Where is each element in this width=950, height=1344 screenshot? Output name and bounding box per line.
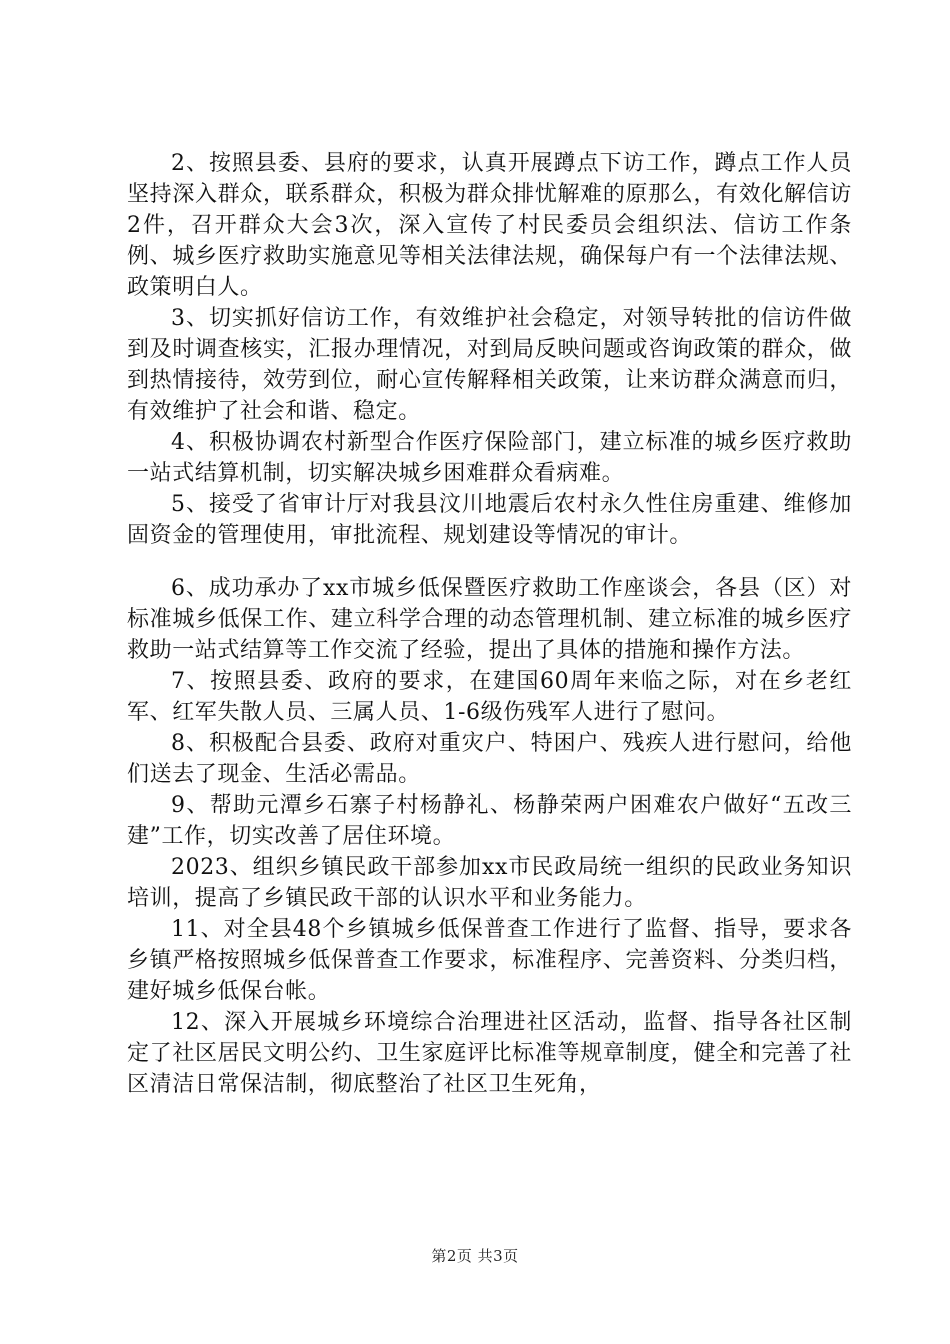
paragraph-item-10: 2023、组织乡镇民政干部参加xx市民政局统一组织的民政业务知识培训，提高了乡镇民政干部的认识水平和业务能力。 — [127, 855, 852, 911]
paragraph-item-11: 11、对全县48个乡镇城乡低保普查工作进行了监督、指导，要求各乡镇严格按照城乡低保普查工作要求，标准程序、完善资料、分类归档，建好城乡低保台帐。 — [127, 917, 852, 1004]
paragraph-item-3: 3、切实抓好信访工作，有效维护社会稳定，对领导转批的信访件做到及时调查核实，汇报办理情况，对到局反映问题或咨询政策的群众，做到热情接待，效劳到位，耐心宣传解释相关政策，让来访群众满意而归，有效维护了社会和谐、稳定。 — [127, 306, 852, 424]
paragraph-item-9: 9、帮助元潭乡石寨子村杨静礼、杨静荣两户困难农户做好“五改三建”工作，切实改善了居住环境。 — [127, 793, 852, 849]
paragraph-item-2: 2、按照县委、县府的要求，认真开展蹲点下访工作，蹲点工作人员坚持深入群众，联系群众，积极为群众排忧解难的原那么，有效化解信访2件，召开群众大会3次，深入宣传了村民委员会组织法、信访工作条例、城乡医疗救助实施意见等相关法律法规，确保每户有一个法律法规、政策明白人。 — [127, 151, 852, 300]
page-footer — [0, 1245, 950, 1266]
paragraph-item-6: 6、成功承办了xx市城乡低保暨医疗救助工作座谈会，各县（区）对标准城乡低保工作、建立科学合理的动态管理机制、建立标准的城乡医疗救助一站式结算等工作交流了经验，提出了具体的措施和操作方法。 — [127, 576, 852, 663]
paragraph-item-7: 7、按照县委、政府的要求，在建国60周年来临之际，对在乡老红军、红军失散人员、三属人员、1-6级伤残军人进行了慰问。 — [127, 669, 852, 725]
paragraph-item-12: 12、深入开展城乡环境综合治理进社区活动，监督、指导各社区制定了社区居民文明公约、卫生家庭评比标准等规章制度，健全和完善了社区清洁日常保洁制，彻底整治了社区卫生死角， — [127, 1010, 852, 1097]
paragraph-item-4: 4、积极协调农村新型合作医疗保险部门，建立标准的城乡医疗救助一站式结算机制，切实解决城乡困难群众看病难。 — [127, 430, 852, 486]
paragraph-item-5: 5、接受了省审计厅对我县汶川地震后农村永久性住房重建、维修加固资金的管理使用，审批流程、规划建设等情况的审计。 — [127, 492, 852, 548]
paragraph-item-8: 8、积极配合县委、政府对重灾户、特困户、残疾人进行慰问，给他们送去了现金、生活必需品。 — [127, 731, 852, 787]
page-number-indicator: 第2页 共3页 — [431, 1247, 519, 1265]
document-body — [127, 148, 852, 1100]
